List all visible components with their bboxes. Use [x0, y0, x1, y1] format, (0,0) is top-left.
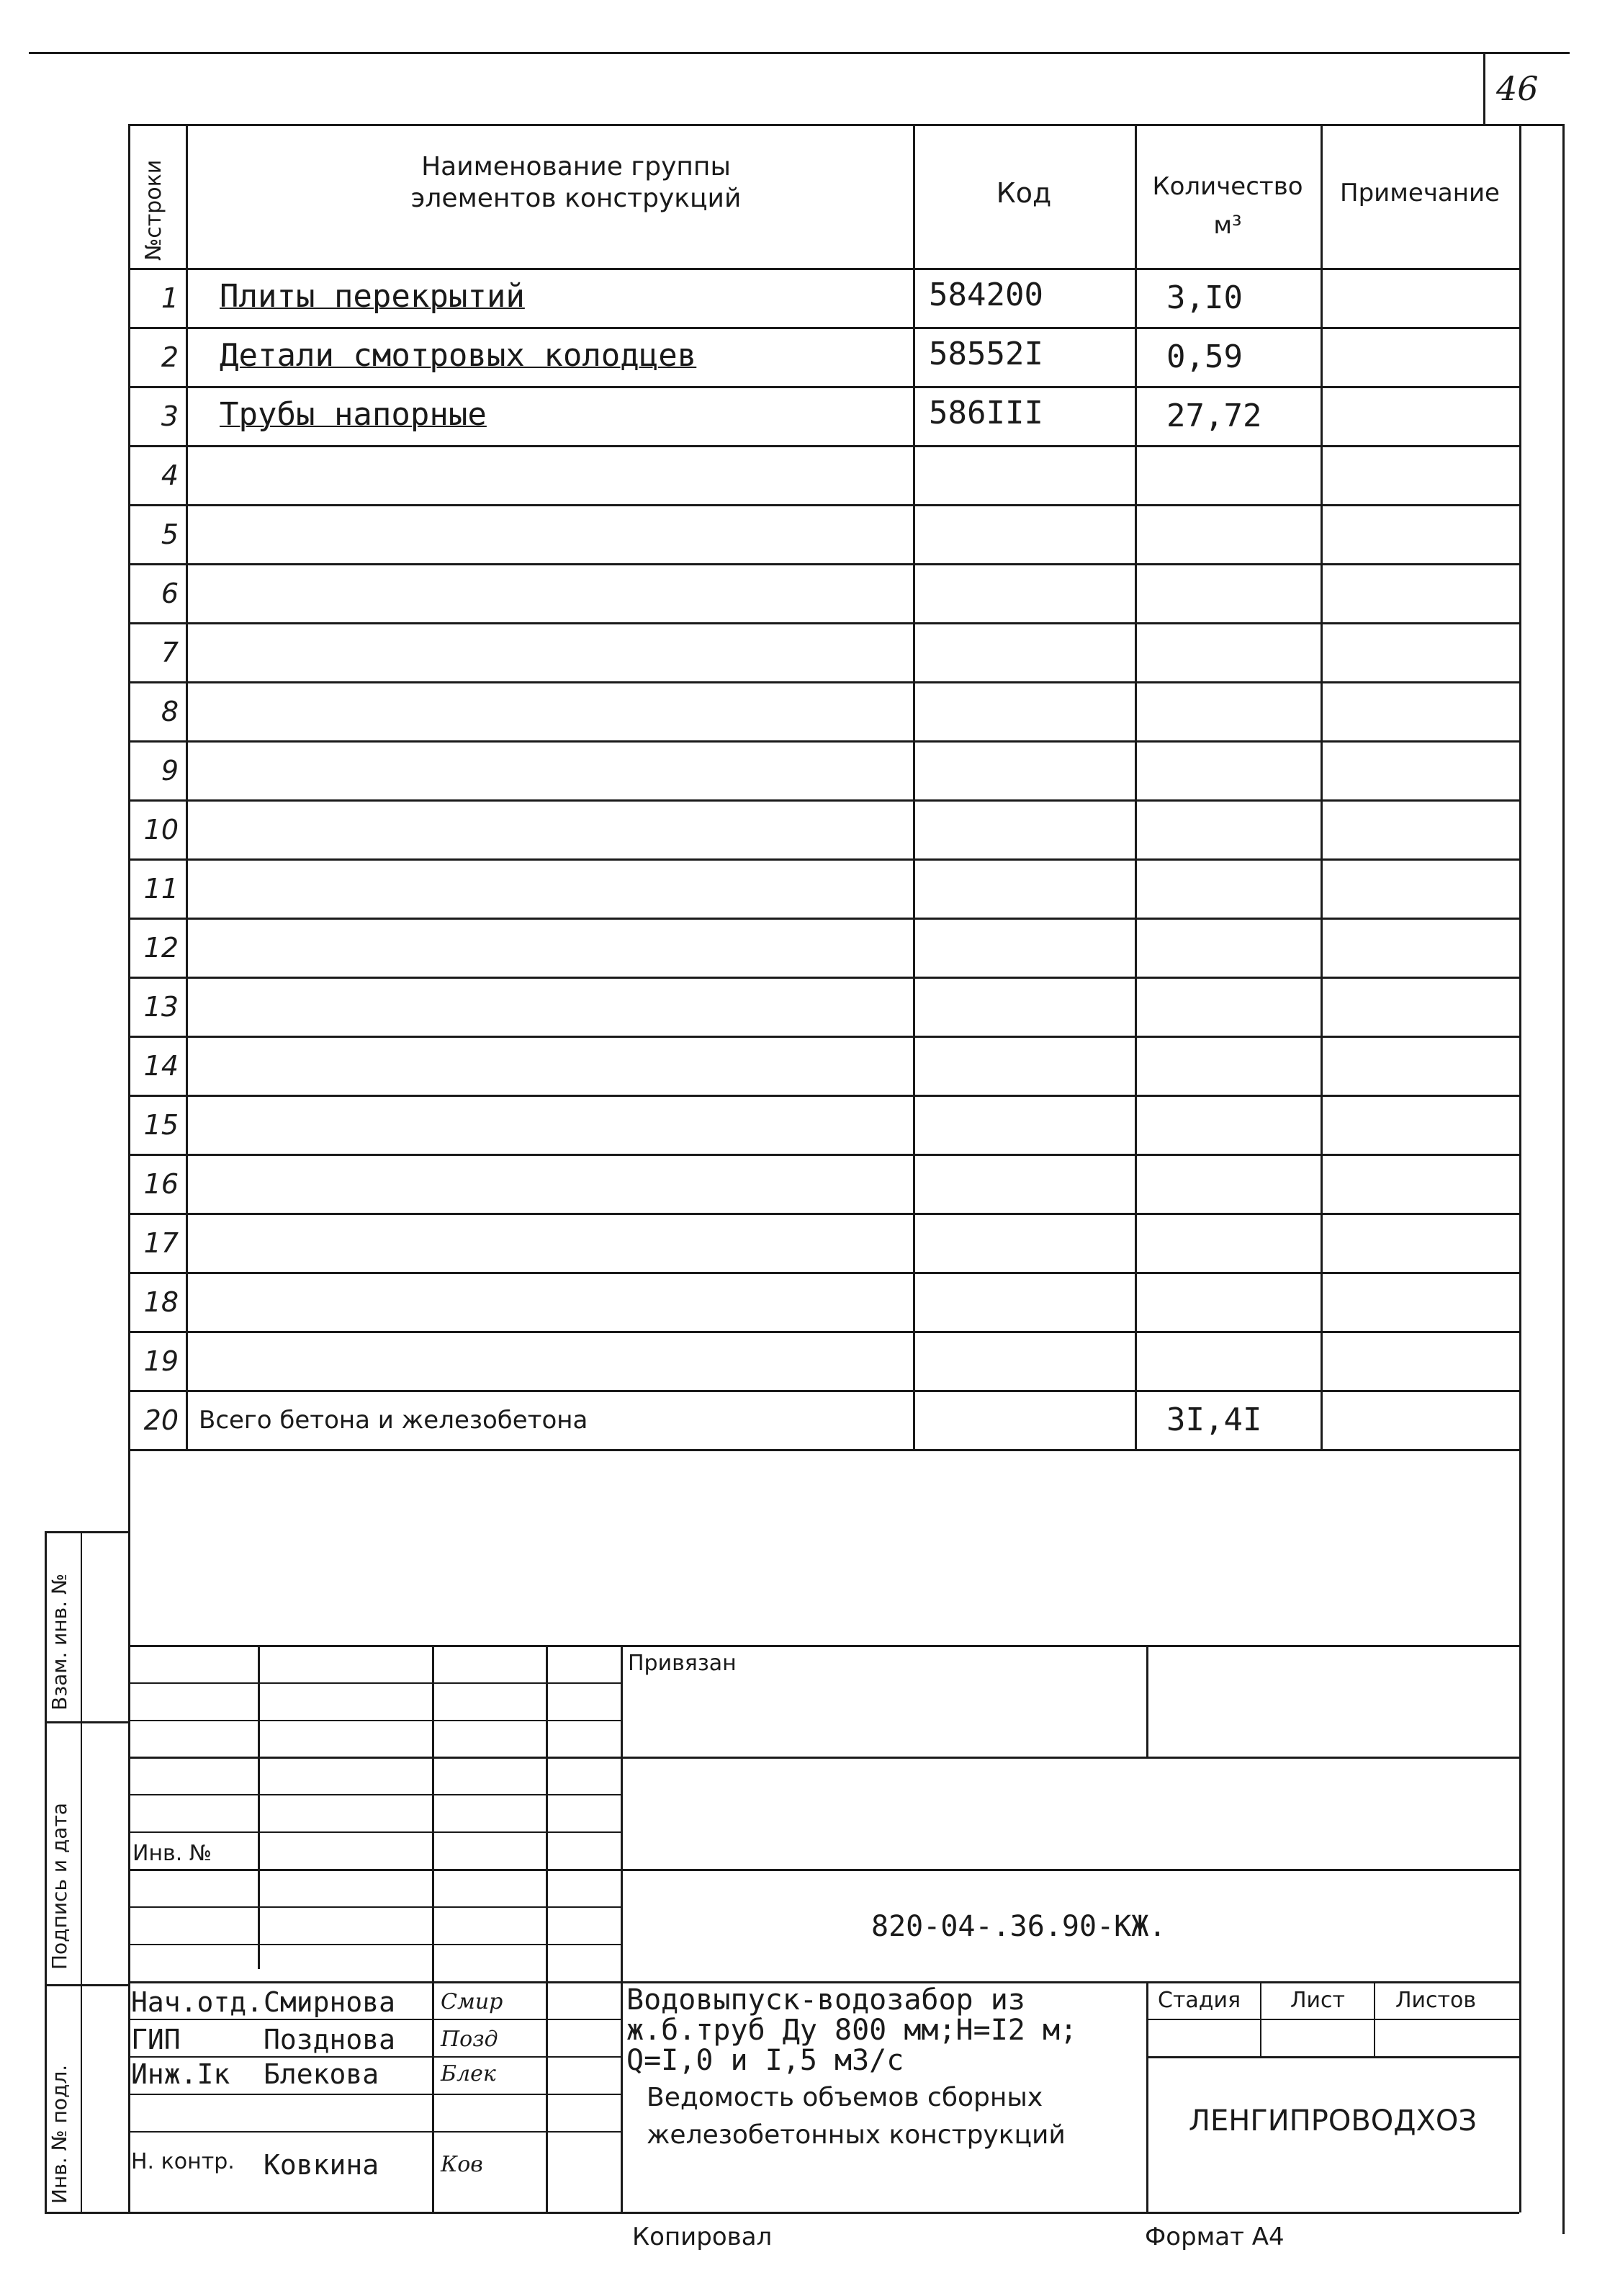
table-bottom: [128, 1449, 1519, 1451]
row-line: [128, 386, 1519, 388]
row-line: [128, 918, 1519, 920]
tb-stage-r2: [1146, 2056, 1519, 2058]
row-line: [128, 1331, 1519, 1333]
side-strip-mid: [81, 1531, 82, 2212]
tb-left-r2: [128, 1720, 621, 1721]
tb-left-r4: [128, 1794, 621, 1795]
tb-left-r10: [128, 2019, 621, 2020]
tb-top: [128, 1645, 1519, 1647]
staff-name: Ковкина: [264, 2149, 379, 2181]
row-number: 6: [161, 578, 179, 609]
tb-left-r7: [128, 1906, 621, 1908]
tb-stage-r1: [1146, 2019, 1519, 2020]
col-line-1: [186, 124, 188, 1449]
col-line-3: [1135, 124, 1137, 1449]
row-line: [128, 1095, 1519, 1097]
tb-left-r13: [128, 2131, 621, 2133]
tb-col-e: [1146, 1645, 1148, 1757]
row-line: [128, 445, 1519, 447]
row-line: [128, 1036, 1519, 1038]
tb-col-b: [432, 1645, 434, 2212]
page-number: 46: [1496, 69, 1539, 108]
row-number: 10: [143, 814, 179, 846]
row-qty: 3,I0: [1166, 279, 1243, 316]
tb-sheet-title-2: железобетонных конструкций: [647, 2120, 1066, 2150]
tb-left-r5: [128, 1831, 621, 1833]
header-row-no-label: №строки: [141, 159, 166, 261]
side-label-inv-podl: Инв. № подл.: [48, 2064, 71, 2204]
col-line-2: [913, 124, 915, 1449]
row-number: 18: [143, 1286, 179, 1318]
header-qty: Количество м³: [1152, 172, 1303, 240]
staff-signature: Позд: [441, 2027, 498, 2052]
staff-signature: Ков: [441, 2152, 483, 2177]
col-line-4: [1321, 124, 1323, 1449]
header-bottom: [128, 268, 1519, 270]
row-name: Детали смотровых колодцев: [220, 337, 697, 374]
staff-signature: Блек: [441, 2061, 496, 2086]
row-number: 9: [161, 755, 179, 786]
row-line: [128, 1272, 1519, 1274]
row-number: 1: [161, 282, 179, 314]
row-number: 20: [143, 1404, 179, 1436]
side-strip-top: [45, 1531, 128, 1533]
tb-sheet-title-1: Ведомость объемов сборных: [647, 2083, 1043, 2112]
top-rule: [29, 52, 1570, 54]
row-qty: 3I,4I: [1166, 1402, 1262, 1438]
row-number: 2: [161, 341, 179, 373]
tb-project-title-3: Q=I,0 и I,5 м3/с: [626, 2044, 904, 2077]
header-note: Примечание: [1340, 179, 1500, 207]
staff-name: Смирнова: [264, 1986, 396, 2018]
tb-col-d: [621, 1645, 623, 2212]
side-strip-div2: [45, 1984, 128, 1986]
row-number: 3: [161, 400, 179, 432]
tb-stage-c1: [1260, 1981, 1261, 2056]
row-line: [128, 327, 1519, 329]
tb-org: ЛЕНГИПРОВОДХОЗ: [1188, 2104, 1477, 2138]
staff-role: Инж.Iк: [131, 2058, 230, 2090]
tb-left-r1: [128, 1682, 621, 1684]
row-number: 5: [161, 519, 179, 550]
row-line: [128, 681, 1519, 683]
tb-col-c: [546, 1645, 548, 2212]
tb-stage-label: Стадия: [1158, 1988, 1241, 2013]
tb-stage-c2: [1374, 1981, 1375, 2056]
row-name: Плиты перекрытий: [220, 278, 525, 315]
row-number: 16: [143, 1168, 179, 1200]
row-name: Трубы напорные: [220, 396, 487, 433]
page-number-divider: [1483, 52, 1485, 124]
staff-role: Н. контр.: [131, 2149, 235, 2174]
tb-stage-left: [1146, 1981, 1148, 2212]
row-number: 8: [161, 696, 179, 727]
row-number: 4: [161, 459, 179, 491]
staff-name: Позднова: [264, 2024, 396, 2055]
row-line: [128, 1154, 1519, 1156]
side-strip-left: [45, 1531, 47, 2212]
tb-project-title-1: Водовыпуск-водозабор из: [626, 1983, 1025, 2017]
row-number: 11: [143, 873, 179, 905]
row-name: Всего бетона и железобетона: [199, 1406, 588, 1435]
header-code: Код: [996, 177, 1052, 209]
row-qty: 27,72: [1166, 398, 1262, 434]
staff-name: Блекова: [264, 2058, 379, 2090]
tb-inv-no: Инв. №: [132, 1841, 212, 1866]
header-row-no: [130, 124, 186, 268]
staff-role: Нач.отд.: [131, 1986, 264, 2018]
tb-sheet-label: Лист: [1290, 1988, 1346, 2013]
row-number: 19: [143, 1345, 179, 1377]
tb-privyazan: Привязан: [628, 1651, 737, 1676]
row-line: [128, 1390, 1519, 1392]
staff-signature: Смир: [441, 1989, 503, 2014]
side-label-podpis: Подпись и дата: [48, 1803, 71, 1970]
frame-right: [1519, 124, 1521, 2212]
row-line: [128, 740, 1519, 743]
side-label-vzam: Взам. инв. №: [48, 1573, 71, 1710]
right-border: [1562, 124, 1565, 2234]
side-strip-div1: [45, 1721, 128, 1723]
tb-bottom: [128, 2212, 1519, 2214]
row-code: 586III: [929, 395, 1043, 431]
staff-role: ГИП: [131, 2024, 181, 2055]
tb-left-r12: [128, 2094, 621, 2095]
tb-sheets-label: Листов: [1395, 1988, 1477, 2013]
tb-col-a: [258, 1645, 260, 1969]
row-number: 17: [143, 1227, 179, 1259]
tb-left-r6: [128, 1869, 1519, 1871]
row-qty: 0,59: [1166, 338, 1243, 375]
row-line: [128, 1213, 1519, 1215]
side-strip-bottom: [45, 2212, 128, 2214]
tb-left-r8: [128, 1944, 621, 1945]
row-line: [128, 563, 1519, 565]
row-line: [128, 858, 1519, 861]
row-number: 13: [143, 991, 179, 1023]
row-line: [128, 977, 1519, 979]
row-number: 12: [143, 932, 179, 964]
row-number: 15: [143, 1109, 179, 1141]
footer-copied: Копировал: [632, 2223, 773, 2251]
row-number: 14: [143, 1050, 179, 1082]
row-line: [128, 504, 1519, 506]
header-name: Наименование группы элементов конструкций: [410, 152, 742, 213]
row-code: 58552I: [929, 336, 1043, 372]
row-line: [128, 799, 1519, 802]
row-line: [128, 622, 1519, 624]
frame-top: [128, 124, 1565, 126]
tb-left-r3: [128, 1757, 1519, 1759]
row-code: 584200: [929, 277, 1043, 313]
tb-left-r11: [128, 2056, 621, 2058]
tb-project-title-2: ж.б.труб Ду 800 мм;Н=I2 м;: [626, 2014, 1078, 2047]
tb-doc-code: 820-04-.36.90-КЖ.: [871, 1910, 1166, 1943]
footer-format: Формат А4: [1145, 2223, 1285, 2251]
row-number: 7: [161, 637, 179, 668]
